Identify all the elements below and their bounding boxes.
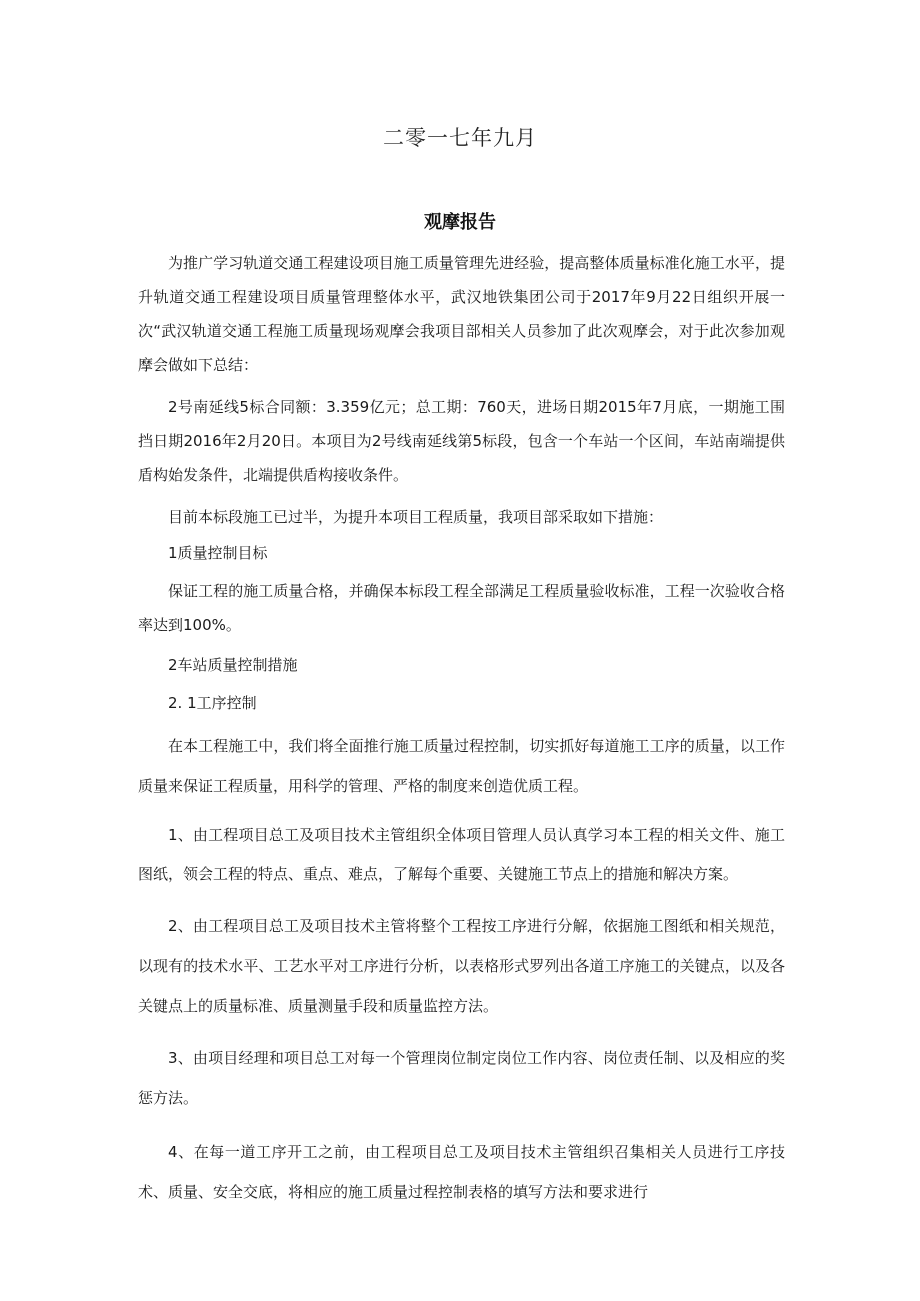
- heading-process-control: 2. 1工序控制: [168, 694, 257, 712]
- paragraph-intro: 为推广学习轨道交通工程建设项目施工质量管理先进经验，提高整体质量标准化施工水平，提升轨道交通工程建设项目质量管理整体水平，武汉地铁集团公司于2017年9月22日组织开展一次“武汉轨道交通工程施工质量现场观摩会我项目部相关人员参加了此次观摩会，对于此次参加观摩会做如下总结：: [138, 254, 785, 374]
- list-item-3: 3、由项目经理和项目总工对每一个管理岗位制定岗位工作内容、岗位责任制、以及相应的奖惩方法。: [138, 1049, 785, 1107]
- heading-station-quality: 2车站质量控制措施: [168, 656, 298, 674]
- list-item-1: 1、由工程项目总工及项目技术主管组织全体项目管理人员认真学习本工程的相关文件、施工图纸，领会工程的特点、重点、难点，了解每个重要、关键施工节点上的措施和解决方案。: [138, 826, 785, 883]
- document-title: 观摩报告: [424, 212, 496, 233]
- paragraph-project-overview: 2号南延线5标合同额：3.359亿元；总工期：760天，进场日期2015年7月底，一期施工围挡日期2016年2月20日。本项目为2号线南延线第5标段，包含一个车站一个区间，车站南端提供盾构始发条件，北端提供盾构接收条件。: [138, 398, 785, 484]
- document-body: [138, 246, 785, 1212]
- paragraph-measures-intro: 目前本标段施工已过半，为提升本项目工程质量，我项目部采取如下措施：: [168, 508, 664, 526]
- paragraph-quality-target: 保证工程的施工质量合格，并确保本标段工程全部满足工程质量验收标准，工程一次验收合格率达到100%。: [138, 582, 785, 634]
- list-item-2: 2、由工程项目总工及项目技术主管将整个工程按工序进行分解，依据施工图纸和相关规范，以现有的技术水平、工艺水平对工序进行分析，以表格形式罗列出各道工序施工的关键点，以及各关键点上的质量标准、质量测量手段和质量监控方法。: [138, 917, 785, 1015]
- paragraph-process-control: 在本工程施工中，我们将全面推行施工质量过程控制，切实抓好每道施工工序的质量，以工作质量来保证工程质量，用科学的管理、严格的制度来创造优质工程。: [138, 737, 785, 795]
- list-item-4: 4、在每一道工序开工之前，由工程项目总工及项目技术主管组织召集相关人员进行工序技术、质量、安全交底，将相应的施工质量过程控制表格的填写方法和要求进行: [138, 1143, 785, 1201]
- document-date: 二零一七年九月: [383, 126, 537, 150]
- heading-quality-target: 1质量控制目标: [168, 544, 268, 562]
